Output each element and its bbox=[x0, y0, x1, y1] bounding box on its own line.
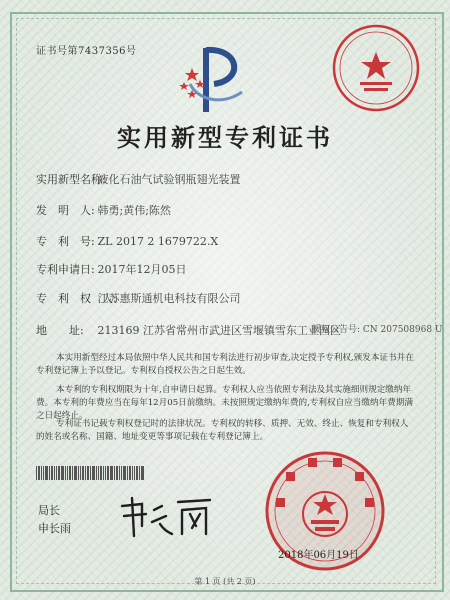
barcode-icon bbox=[36, 466, 166, 480]
director-name: 申长雨 bbox=[38, 522, 71, 535]
signature-icon bbox=[116, 492, 216, 542]
paragraph-grant: 本实用新型经过本局依照中华人民共和国专利法进行初步审查,决定授予专利权,颁发本证书并在专利登记簿上予以登记。专利权自授权公告之日起生效。 bbox=[36, 353, 414, 376]
field-inventors-value: 韩勇;黄伟;陈然 bbox=[97, 204, 171, 217]
field-address-value: 213169 江苏省常州市武进区雪堰镇雪东工业园区 bbox=[97, 324, 341, 337]
field-holder-value: 江苏惠斯通机电科技有限公司 bbox=[97, 292, 241, 305]
patent-office-emblem-icon bbox=[178, 40, 258, 120]
page-number: 第 1 页 (共 2 页) bbox=[194, 577, 256, 586]
field-patent-no-value: ZL 2017 2 1679722.X bbox=[97, 235, 219, 248]
field-patent-no bbox=[36, 233, 218, 249]
field-name-label: 实用新型名称: bbox=[36, 173, 106, 186]
paragraph-term: 本专利的专利权期限为十年,自申请日起算。专利权人应当依照专利法及其实施细则规定缴纳年费。本专利的年费应当在每年12月05日前缴纳。未按照规定缴纳年费的,专利权自应当缴纳年费期满之日起终止。 bbox=[36, 385, 413, 421]
paragraph-status: 专利证书记载专利权登记时的法律状况。专利权的转移、质押、无效、终止、恢复和专利权人的姓名或名称、国籍、地址变更等事项记载在专利登记簿上。 bbox=[36, 419, 409, 442]
red-stamp-icon bbox=[330, 22, 422, 114]
field-holder bbox=[36, 290, 241, 306]
field-name bbox=[36, 171, 241, 187]
field-patent-no-label: 专 利 号: bbox=[36, 235, 95, 248]
field-address-label: 地 址: bbox=[36, 324, 84, 337]
announcement-number: 授权公告号: CN 207508968 U bbox=[312, 325, 443, 335]
field-address bbox=[36, 322, 341, 338]
field-inventors-label: 发 明 人: bbox=[36, 204, 95, 217]
field-name-value: 液化石油气试验钢瓶翅光装置 bbox=[97, 173, 241, 186]
director-title: 局长 bbox=[38, 504, 60, 517]
certificate-number: 证书号第7437356号 bbox=[36, 46, 137, 57]
certificate-title: 实用新型专利证书 bbox=[117, 124, 333, 152]
field-inventors bbox=[36, 202, 171, 218]
field-filing-date-label: 专利申请日: bbox=[36, 263, 95, 276]
field-filing-date bbox=[36, 261, 187, 277]
field-holder-label: 专 利 权 人: bbox=[36, 292, 117, 305]
field-filing-date-value: 2017年12月05日 bbox=[97, 263, 187, 276]
seal-date: 2018年06月19日 bbox=[278, 550, 359, 561]
